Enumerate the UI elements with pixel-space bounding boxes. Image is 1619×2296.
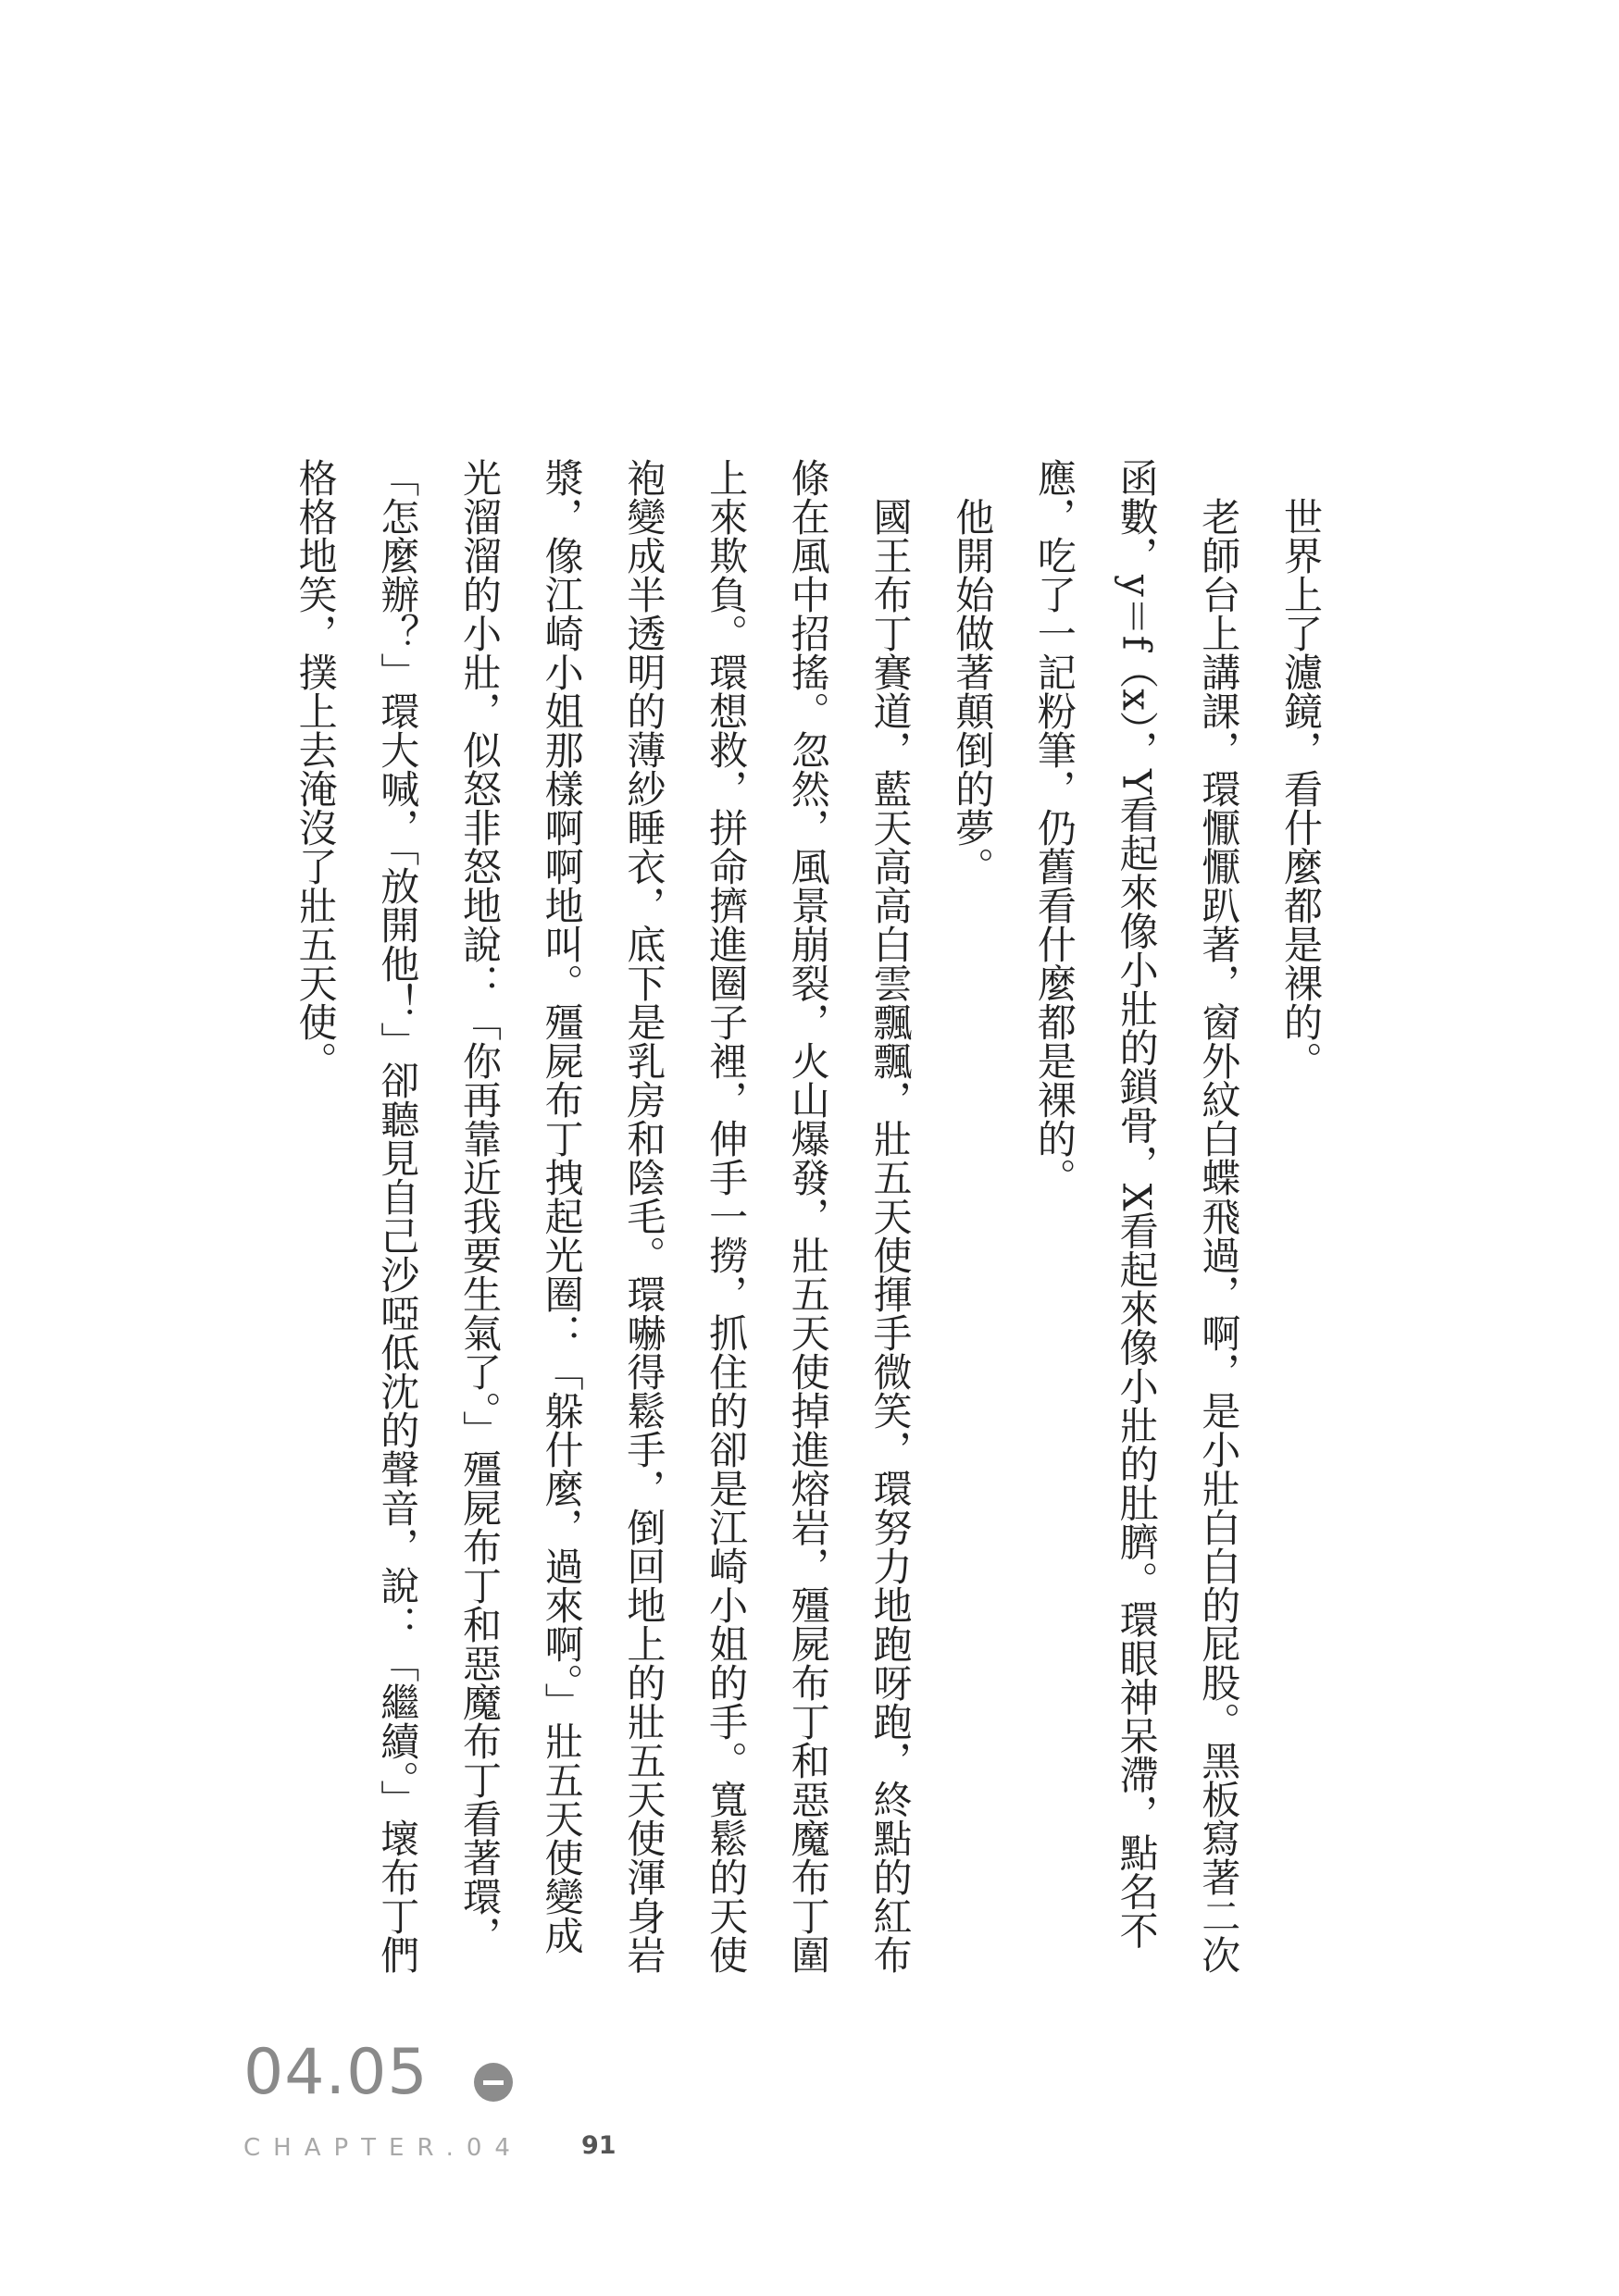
paragraph: 他開始做著顛倒的夢。 — [950, 497, 996, 886]
page-number: 91 — [581, 2131, 616, 2160]
paragraph: 老師台上講課，環懨懨趴著，窗外紋白蝶飛過，啊，是小壯白白的屁股。黑板寫著二次函數，y＝f（x），Y看起來像小壯的鎖骨，X看起來像小壯的肚臍。環眼神呆滯，點名不應，吃了一記粉筆，仍舊看什麼都是裸的。 — [1031, 458, 1242, 1974]
section-number: 04.05 — [243, 2036, 429, 2109]
minus-circle-icon — [474, 2063, 513, 2102]
paragraph: 世界上了濾鏡，看什麼都是裸的。 — [1278, 497, 1324, 1080]
paragraph: 國王布丁賽道，藍天高高白雲飄飄，壯五天使揮手微笑，環努力地跑呀跑，終點的紅布條在風中招搖。忽然，風景崩裂，火山爆發，壯五天使掉進熔岩，殭屍布丁和惡魔布丁圍上來欺負。環想救，拼命擠進圈子裡，伸手一撈，抓住的卻是江崎小姐的手。寬鬆的天使袍變成半透明的薄紗睡衣，底下是乳房和陰毛。環嚇得鬆手，倒回地上的壯五天使渾身岩漿，像江崎小姐那樣啊啊地叫。殭屍布丁拽起光圈：「躲什麼，過來啊。」壯五天使變成光溜溜的小壯，似怒非怒地說：「你再靠近我要生氣了。」殭屍布丁和惡魔布丁看著環，「怎麼辦？」環大喊，「放開他！」卻聽見自己沙啞低沈的聲音，說：「繼續。」壞布丁們格格地笑，撲上去淹沒了壯五天使。 — [293, 458, 914, 1974]
body-text-vertical — [274, 458, 1341, 1976]
chapter-label: CHAPTER.04 — [243, 2134, 523, 2162]
